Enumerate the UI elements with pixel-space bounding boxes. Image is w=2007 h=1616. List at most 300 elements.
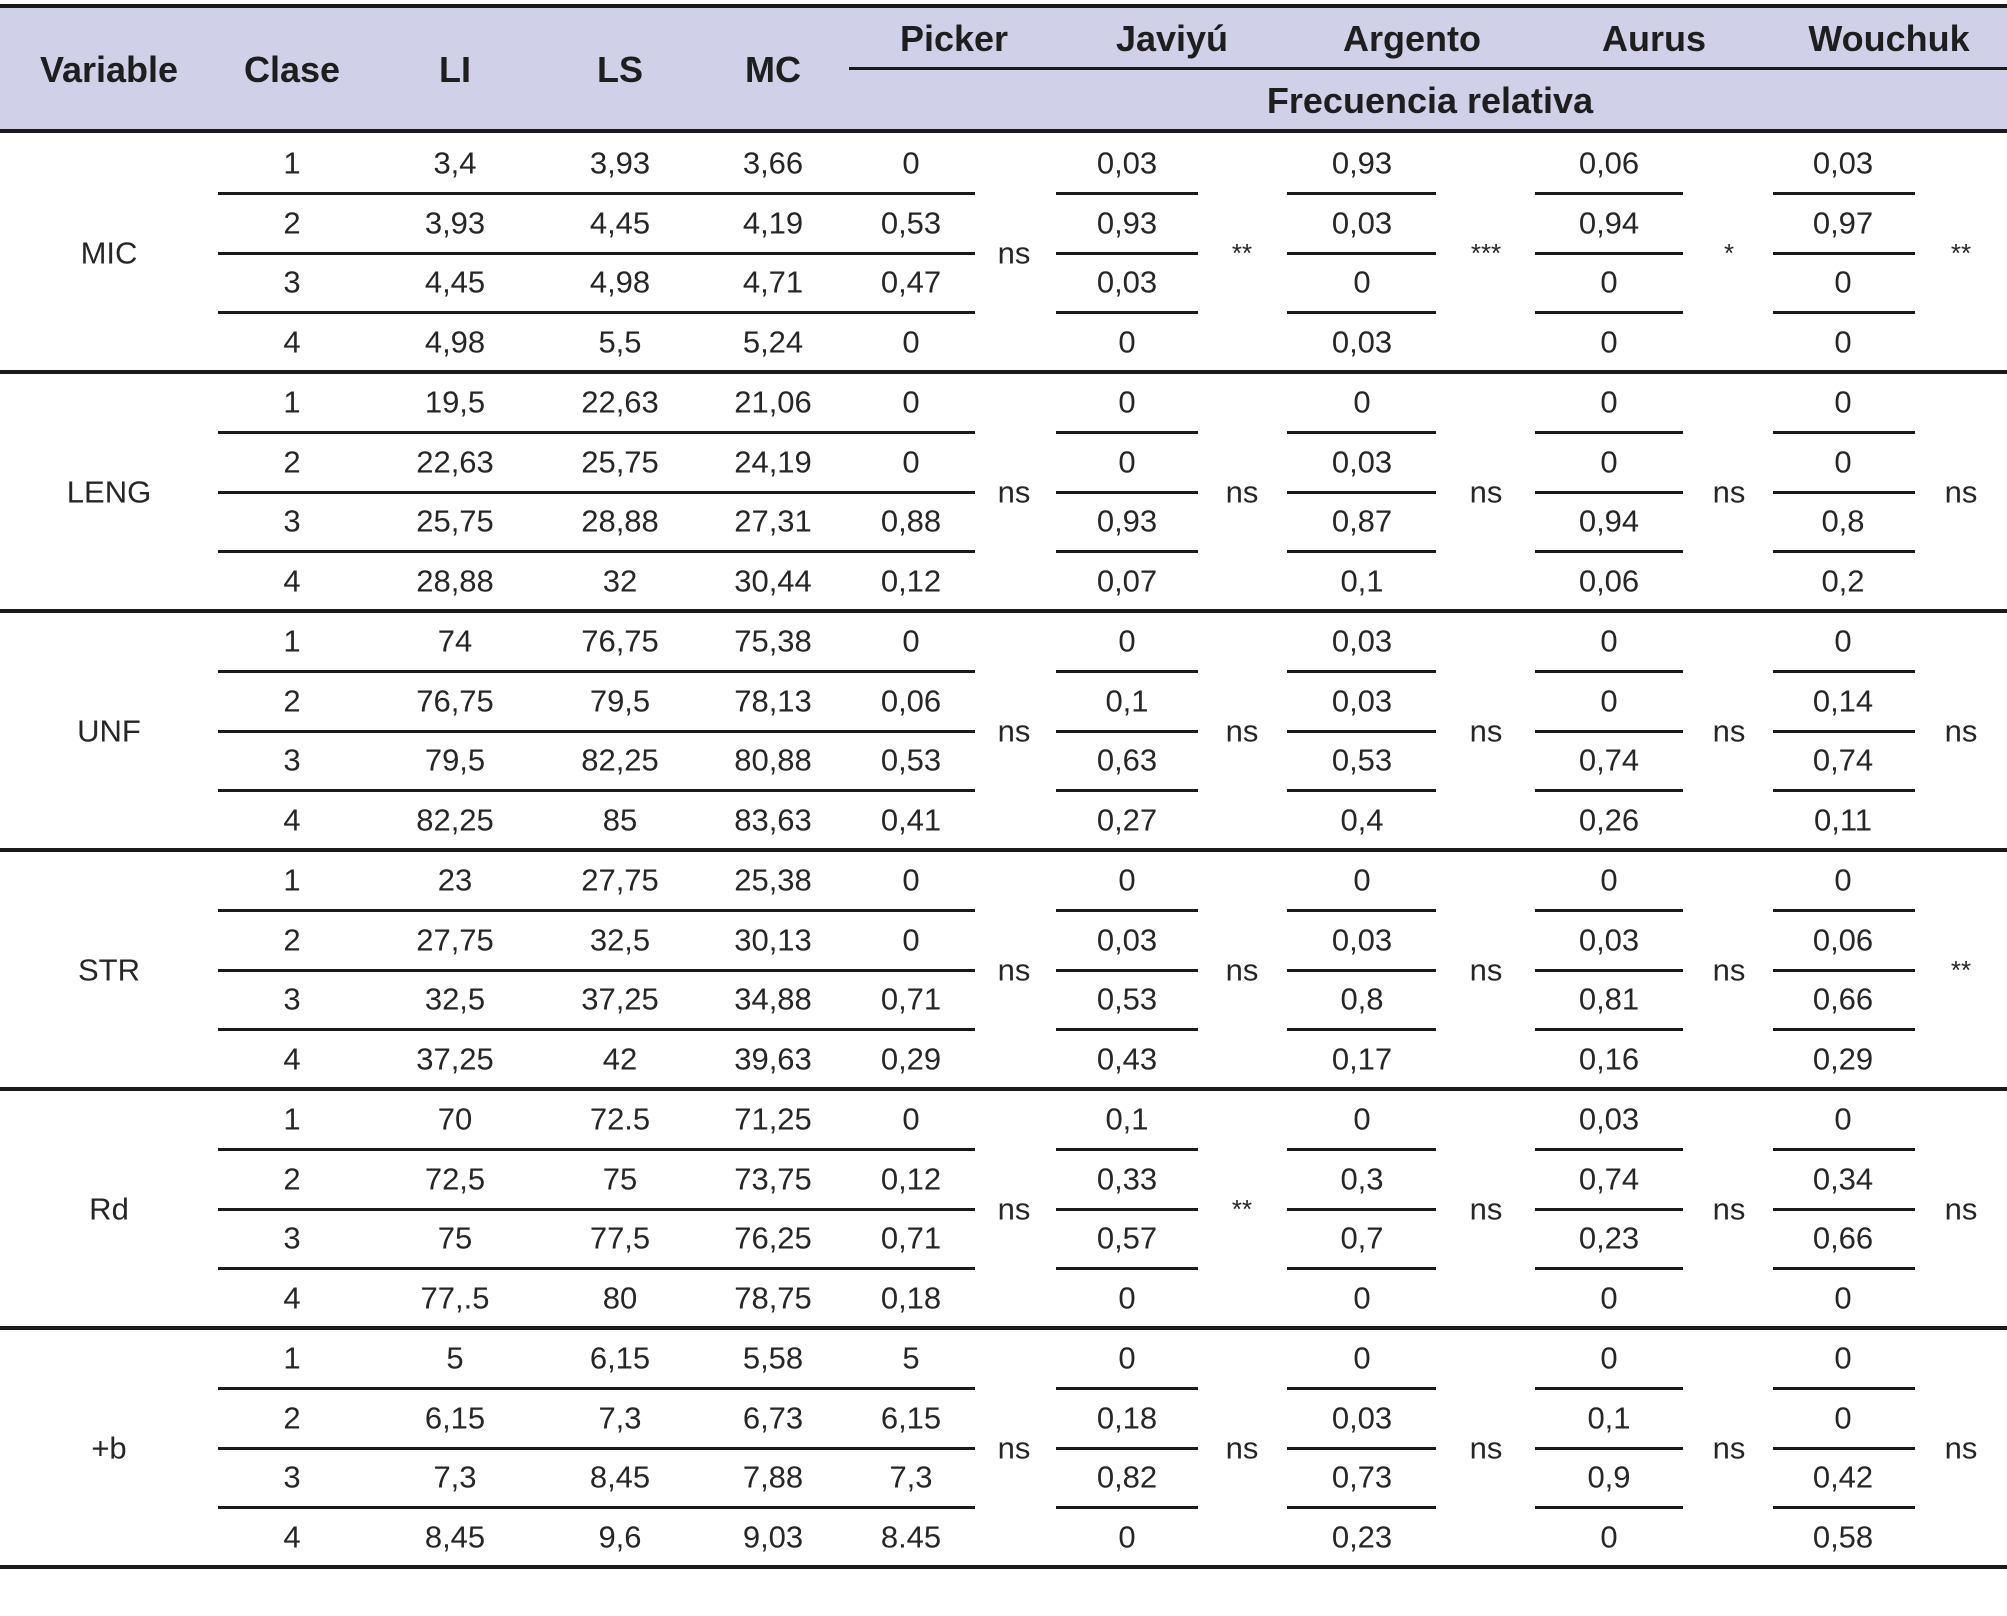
cell-frequency: 0,74	[1578, 1161, 1640, 1197]
significance-marker: ns	[997, 952, 1031, 987]
cell-ls: 32	[602, 563, 638, 599]
cell-frequency: 0,06	[1578, 563, 1640, 599]
cell-frequency: 0,63	[1096, 742, 1158, 778]
cell-clase: 4	[283, 324, 301, 360]
cell-frequency: 0,8	[1821, 503, 1865, 539]
cell-frequency: 0,74	[1578, 742, 1640, 778]
cell-clase: 1	[283, 384, 301, 420]
row-separator-segment	[1287, 491, 1436, 494]
significance-marker: ns	[1469, 1191, 1503, 1226]
group-bottom-rule	[0, 848, 2007, 852]
row-separator	[218, 730, 975, 733]
cell-frequency: 0,9	[1587, 1459, 1631, 1495]
significance-marker: ns	[997, 1430, 1031, 1465]
cell-frequency: 0,93	[1096, 503, 1158, 539]
row-separator-segment	[1287, 252, 1436, 255]
row-separator-segment	[1056, 252, 1198, 255]
cell-li: 77,.5	[420, 1280, 490, 1316]
cell-ls: 79,5	[589, 683, 651, 719]
cell-mc: 39,63	[734, 1041, 812, 1077]
cell-mc: 24,19	[734, 444, 812, 480]
header-bottom-rule	[0, 129, 2007, 133]
cell-frequency: 0	[902, 623, 920, 659]
cell-frequency: 0,4	[1340, 802, 1384, 838]
row-separator-segment	[1287, 1208, 1436, 1211]
row-separator-segment	[1773, 550, 1915, 553]
cell-frequency: 0	[1353, 1340, 1371, 1376]
cell-frequency: 8.45	[880, 1519, 942, 1555]
row-separator-segment	[1773, 1387, 1915, 1390]
cell-frequency: 0,94	[1578, 205, 1640, 241]
row-separator-segment	[1056, 1387, 1198, 1390]
cell-frequency: 0	[1118, 1280, 1136, 1316]
cell-ls: 72.5	[589, 1101, 651, 1137]
cell-mc: 7,88	[742, 1459, 804, 1495]
cell-frequency: 0,3	[1340, 1161, 1384, 1197]
cell-frequency: 0,03	[1331, 205, 1393, 241]
header-variety: Argento	[1343, 18, 1481, 59]
cell-frequency: 0,03	[1812, 145, 1874, 181]
cell-mc: 71,25	[734, 1101, 812, 1137]
row-separator-segment	[1535, 1447, 1683, 1450]
cell-frequency: 0,26	[1578, 802, 1640, 838]
row-separator-segment	[1287, 1387, 1436, 1390]
cell-frequency: 0	[1600, 862, 1618, 898]
header-variety: Wouchuk	[1808, 18, 1970, 59]
cell-ls: 6,15	[589, 1340, 651, 1376]
row-separator-segment	[1535, 491, 1683, 494]
cell-li: 8,45	[424, 1519, 486, 1555]
variable-label: STR	[78, 952, 140, 987]
cell-mc: 80,88	[734, 742, 812, 778]
row-separator-segment	[1773, 252, 1915, 255]
row-separator-segment	[1287, 1447, 1436, 1450]
cell-frequency: 0	[1118, 862, 1136, 898]
row-separator-segment	[1773, 1447, 1915, 1450]
cell-frequency: 0,1	[1587, 1400, 1631, 1436]
row-separator-segment	[1056, 1447, 1198, 1450]
group-bottom-rule	[0, 1326, 2007, 1330]
cell-ls: 37,25	[581, 981, 659, 1017]
cell-ls: 27,75	[581, 862, 659, 898]
row-separator-segment	[1056, 311, 1198, 314]
cell-frequency: 0,03	[1096, 145, 1158, 181]
group-bottom-rule	[0, 1565, 2007, 1569]
row-separator-segment	[1535, 252, 1683, 255]
cell-frequency: 0,42	[1812, 1459, 1874, 1495]
cell-clase: 1	[283, 1101, 301, 1137]
row-separator-segment	[1056, 1148, 1198, 1151]
row-separator-segment	[1287, 730, 1436, 733]
cell-frequency: 0,03	[1331, 922, 1393, 958]
row-separator	[218, 1028, 975, 1031]
row-separator-segment	[1535, 1387, 1683, 1390]
row-separator-segment	[1287, 550, 1436, 553]
row-separator-segment	[1535, 311, 1683, 314]
cell-frequency: 0,06	[1578, 145, 1640, 181]
row-separator	[218, 969, 975, 972]
cell-frequency: 7,3	[889, 1459, 933, 1495]
cell-mc: 78,75	[734, 1280, 812, 1316]
cell-ls: 76,75	[581, 623, 659, 659]
row-separator-segment	[1773, 1208, 1915, 1211]
cell-li: 22,63	[416, 444, 494, 480]
row-separator-segment	[1056, 1208, 1198, 1211]
row-separator-segment	[1287, 1267, 1436, 1270]
row-separator	[218, 491, 975, 494]
cell-frequency: 0,82	[1096, 1459, 1158, 1495]
significance-marker: ***	[1470, 237, 1502, 268]
significance-marker: ns	[997, 474, 1031, 509]
row-separator-segment	[1773, 192, 1915, 195]
cell-frequency: 0,73	[1331, 1459, 1393, 1495]
significance-marker: ns	[997, 713, 1031, 748]
significance-marker: ns	[1712, 952, 1746, 987]
cell-frequency: 0	[1600, 1280, 1618, 1316]
cell-clase: 3	[283, 742, 301, 778]
cell-frequency: 0,23	[1578, 1220, 1640, 1256]
cell-frequency: 0	[1834, 862, 1852, 898]
row-separator	[218, 789, 975, 792]
cell-frequency: 0	[1834, 324, 1852, 360]
significance-marker: ns	[1469, 1430, 1503, 1465]
row-separator-segment	[1773, 969, 1915, 972]
significance-marker: ns	[1712, 474, 1746, 509]
cell-frequency: 0,97	[1812, 205, 1874, 241]
cell-li: 3,93	[424, 205, 486, 241]
row-separator	[218, 1267, 975, 1270]
cell-frequency: 0,7	[1340, 1220, 1384, 1256]
cell-li: 23	[437, 862, 473, 898]
cell-frequency: 0,12	[880, 563, 942, 599]
cell-ls: 32,5	[589, 922, 651, 958]
cell-frequency: 0	[1118, 623, 1136, 659]
cell-ls: 4,45	[589, 205, 651, 241]
cell-frequency: 0	[902, 862, 920, 898]
cell-frequency: 0,87	[1331, 503, 1393, 539]
cell-frequency: 0	[1834, 1101, 1852, 1137]
cell-frequency: 0,1	[1340, 563, 1384, 599]
cell-li: 25,75	[416, 503, 494, 539]
cell-frequency: 0,29	[880, 1041, 942, 1077]
row-separator	[218, 1148, 975, 1151]
cell-frequency: 6,15	[880, 1400, 942, 1436]
header-mc: MC	[745, 49, 801, 90]
row-separator-segment	[1773, 1267, 1915, 1270]
row-separator-segment	[1056, 670, 1198, 673]
cell-frequency: 0,07	[1096, 563, 1158, 599]
cell-frequency: 0	[902, 324, 920, 360]
cell-frequency: 0,66	[1812, 981, 1874, 1017]
cell-frequency: 0	[1834, 623, 1852, 659]
row-separator-segment	[1535, 1267, 1683, 1270]
cell-ls: 4,98	[589, 264, 651, 300]
row-separator-segment	[1287, 789, 1436, 792]
cell-mc: 73,75	[734, 1161, 812, 1197]
significance-marker: ns	[997, 1191, 1031, 1226]
cell-li: 82,25	[416, 802, 494, 838]
row-separator-segment	[1535, 969, 1683, 972]
cell-frequency: 0,71	[880, 1220, 942, 1256]
cell-ls: 25,75	[581, 444, 659, 480]
cell-li: 75	[437, 1220, 473, 1256]
row-separator-segment	[1535, 550, 1683, 553]
cell-clase: 2	[283, 1161, 301, 1197]
header-variety: Javiyú	[1115, 18, 1229, 59]
cell-li: 3,4	[433, 145, 477, 181]
cell-clase: 3	[283, 503, 301, 539]
cell-frequency: 0,12	[880, 1161, 942, 1197]
cell-clase: 3	[283, 264, 301, 300]
row-separator-segment	[1287, 969, 1436, 972]
cell-li: 37,25	[416, 1041, 494, 1077]
cell-li: 32,5	[424, 981, 486, 1017]
row-separator-segment	[1056, 789, 1198, 792]
row-separator-segment	[1773, 311, 1915, 314]
cell-frequency: 0,14	[1812, 683, 1874, 719]
cell-frequency: 0,47	[880, 264, 942, 300]
cell-ls: 80	[602, 1280, 638, 1316]
cell-clase: 1	[283, 145, 301, 181]
cell-frequency: 0,17	[1331, 1041, 1393, 1077]
row-separator	[218, 311, 975, 314]
cell-li: 72,5	[424, 1161, 486, 1197]
cell-mc: 34,88	[734, 981, 812, 1017]
significance-marker: **	[1950, 954, 1972, 985]
cell-clase: 2	[283, 683, 301, 719]
cell-frequency: 0,11	[1813, 802, 1873, 838]
cell-frequency: 0	[1834, 1400, 1852, 1436]
cell-clase: 4	[283, 563, 301, 599]
cell-clase: 2	[283, 205, 301, 241]
significance-marker: ns	[1712, 1430, 1746, 1465]
cell-li: 76,75	[416, 683, 494, 719]
cell-ls: 7,3	[598, 1400, 642, 1436]
cell-frequency: 0,74	[1812, 742, 1874, 778]
cell-clase: 1	[283, 623, 301, 659]
row-separator	[218, 1506, 975, 1509]
cell-frequency: 0,71	[880, 981, 942, 1017]
row-separator-segment	[1535, 730, 1683, 733]
cell-frequency: 0	[1600, 384, 1618, 420]
cell-mc: 75,38	[734, 623, 812, 659]
cell-frequency: 0,03	[1578, 922, 1640, 958]
significance-marker: **	[1950, 237, 1972, 268]
row-separator-segment	[1056, 431, 1198, 434]
group-bottom-rule	[0, 370, 2007, 374]
significance-marker: ns	[1469, 952, 1503, 987]
cell-frequency: 0,2	[1821, 563, 1865, 599]
cell-frequency: 0	[1834, 264, 1852, 300]
cell-mc: 6,73	[742, 1400, 804, 1436]
row-separator-segment	[1535, 909, 1683, 912]
significance-marker: ns	[1469, 474, 1503, 509]
cell-clase: 4	[283, 1041, 301, 1077]
row-separator	[218, 431, 975, 434]
row-separator-segment	[1056, 1028, 1198, 1031]
cell-clase: 2	[283, 444, 301, 480]
group-label-rule	[849, 67, 2007, 70]
cell-clase: 4	[283, 1280, 301, 1316]
significance-marker: ns	[1944, 1191, 1978, 1226]
row-separator-segment	[1056, 730, 1198, 733]
cell-frequency: 0	[902, 384, 920, 420]
cell-frequency: 0,16	[1578, 1041, 1640, 1077]
cell-frequency: 0,34	[1812, 1161, 1874, 1197]
cell-frequency: 0,53	[880, 742, 942, 778]
cell-frequency: 0,94	[1578, 503, 1640, 539]
cell-mc: 30,13	[734, 922, 812, 958]
cell-frequency: 0,8	[1340, 981, 1384, 1017]
cell-clase: 3	[283, 1220, 301, 1256]
row-separator-segment	[1287, 670, 1436, 673]
row-separator-segment	[1773, 1028, 1915, 1031]
cell-frequency: 0,53	[1331, 742, 1393, 778]
row-separator-segment	[1287, 192, 1436, 195]
row-separator	[218, 909, 975, 912]
cell-ls: 75	[602, 1161, 638, 1197]
row-separator-segment	[1773, 1148, 1915, 1151]
cell-mc: 21,06	[734, 384, 812, 420]
cell-mc: 27,31	[734, 503, 812, 539]
row-separator-segment	[1056, 1506, 1198, 1509]
cell-clase: 2	[283, 1400, 301, 1436]
cell-mc: 83,63	[734, 802, 812, 838]
significance-marker: **	[1231, 1193, 1253, 1224]
cell-li: 4,45	[424, 264, 486, 300]
header-variable: Variable	[39, 49, 179, 90]
cell-frequency: 0	[1834, 1340, 1852, 1376]
variable-label: Rd	[89, 1191, 129, 1226]
cell-mc: 78,13	[734, 683, 812, 719]
cell-frequency: 0,93	[1331, 145, 1393, 181]
row-separator-segment	[1287, 431, 1436, 434]
header-variety: Picker	[899, 18, 1009, 59]
cell-frequency: 0,33	[1096, 1161, 1158, 1197]
significance-marker: ns	[1712, 713, 1746, 748]
cell-frequency: 0,53	[1096, 981, 1158, 1017]
cell-li: 27,75	[416, 922, 494, 958]
row-separator-segment	[1056, 491, 1198, 494]
significance-marker: ns	[1712, 1191, 1746, 1226]
significance-marker: ns	[1944, 713, 1978, 748]
cell-frequency: 0	[1600, 264, 1618, 300]
row-separator-segment	[1535, 431, 1683, 434]
cell-frequency: 0,03	[1331, 1400, 1393, 1436]
cell-frequency: 0,03	[1578, 1101, 1640, 1137]
row-separator-segment	[1773, 431, 1915, 434]
row-separator-segment	[1535, 1148, 1683, 1151]
cell-frequency: 0	[1600, 324, 1618, 360]
cell-frequency: 0	[1600, 1340, 1618, 1376]
cell-frequency: 0,57	[1096, 1220, 1158, 1256]
row-separator-segment	[1773, 670, 1915, 673]
row-separator	[218, 192, 975, 195]
row-separator-segment	[1056, 550, 1198, 553]
significance-marker: ns	[1944, 474, 1978, 509]
cell-clase: 1	[283, 862, 301, 898]
cell-frequency: 0	[902, 922, 920, 958]
cell-frequency: 0,81	[1578, 981, 1640, 1017]
cell-frequency: 0,1	[1105, 1101, 1149, 1137]
cell-frequency: 0	[1118, 1340, 1136, 1376]
cell-frequency: 0,27	[1096, 802, 1158, 838]
cell-li: 4,98	[424, 324, 486, 360]
cell-frequency: 0,06	[1812, 922, 1874, 958]
cell-li: 70	[437, 1101, 473, 1137]
cell-mc: 30,44	[734, 563, 812, 599]
cell-frequency: 0,06	[880, 683, 942, 719]
cell-mc: 25,38	[734, 862, 812, 898]
header-clase: Clase	[243, 49, 341, 90]
cell-ls: 82,25	[581, 742, 659, 778]
row-separator-segment	[1056, 192, 1198, 195]
row-separator-segment	[1773, 491, 1915, 494]
cell-frequency: 0,43	[1096, 1041, 1158, 1077]
cell-ls: 77,5	[589, 1220, 651, 1256]
cell-clase: 3	[283, 1459, 301, 1495]
significance-marker: ns	[1469, 713, 1503, 748]
cell-mc: 9,03	[742, 1519, 804, 1555]
variable-label: +b	[91, 1430, 127, 1465]
cell-frequency: 0	[1834, 1280, 1852, 1316]
cell-ls: 9,6	[598, 1519, 642, 1555]
significance-marker: ns	[1225, 713, 1259, 748]
cell-frequency: 0,23	[1331, 1519, 1393, 1555]
cell-frequency: 0,03	[1331, 683, 1393, 719]
cell-frequency: 0	[1600, 1519, 1618, 1555]
row-separator-segment	[1773, 1506, 1915, 1509]
cell-frequency: 0,1	[1105, 683, 1149, 719]
cell-mc: 76,25	[734, 1220, 812, 1256]
cell-li: 28,88	[416, 563, 494, 599]
cell-clase: 2	[283, 922, 301, 958]
significance-marker: *	[1723, 237, 1735, 268]
row-separator-segment	[1535, 670, 1683, 673]
cell-ls: 42	[602, 1041, 638, 1077]
cell-frequency: 0	[1353, 1280, 1371, 1316]
cell-frequency: 0,18	[1096, 1400, 1158, 1436]
significance-marker: ns	[1944, 1430, 1978, 1465]
header-variety: Aurus	[1601, 18, 1707, 59]
cell-mc: 4,19	[742, 205, 804, 241]
row-separator-segment	[1535, 789, 1683, 792]
cell-ls: 8,45	[589, 1459, 651, 1495]
cell-frequency: 0,93	[1096, 205, 1158, 241]
row-separator	[218, 670, 975, 673]
row-separator	[218, 1208, 975, 1211]
cell-frequency: 0,58	[1812, 1519, 1874, 1555]
cell-mc: 4,71	[742, 264, 804, 300]
row-separator-segment	[1535, 1506, 1683, 1509]
cell-clase: 4	[283, 1519, 301, 1555]
variable-label: MIC	[80, 235, 138, 270]
cell-frequency: 0	[1600, 683, 1618, 719]
cell-frequency: 0,03	[1331, 444, 1393, 480]
cell-ls: 5,5	[598, 324, 642, 360]
row-separator-segment	[1056, 969, 1198, 972]
significance-marker: ns	[1225, 952, 1259, 987]
cell-mc: 3,66	[742, 145, 804, 181]
row-separator-segment	[1773, 730, 1915, 733]
row-separator-segment	[1056, 1267, 1198, 1270]
row-separator-segment	[1535, 1028, 1683, 1031]
cell-li: 5	[446, 1340, 464, 1376]
row-separator-segment	[1535, 192, 1683, 195]
cell-frequency: 0,03	[1096, 922, 1158, 958]
cell-ls: 28,88	[581, 503, 659, 539]
cell-frequency: 0,29	[1812, 1041, 1874, 1077]
